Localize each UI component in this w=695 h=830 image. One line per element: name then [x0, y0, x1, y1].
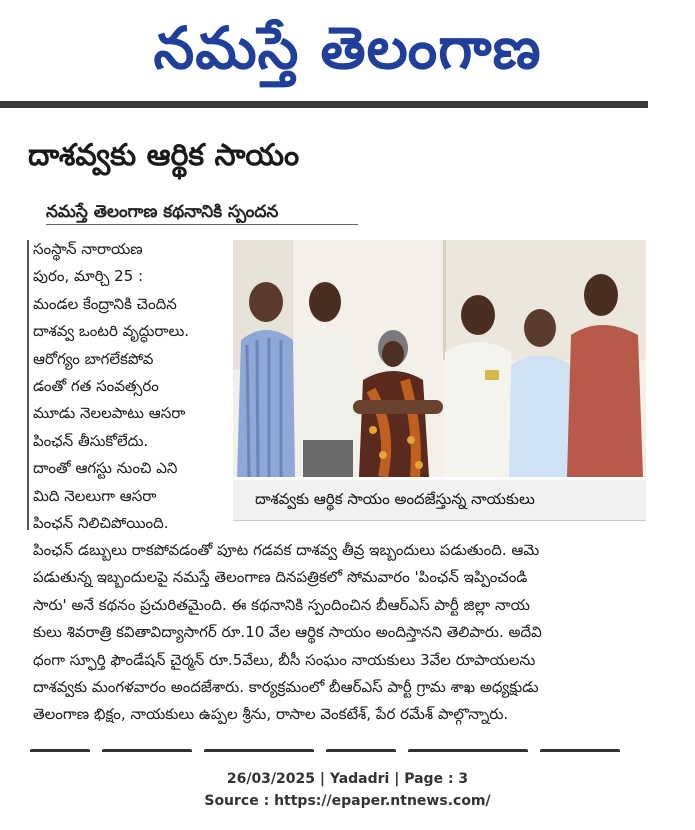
footer-source: Source : https://epaper.ntnews.com/ — [204, 793, 491, 809]
column-line: పింఛన్ తీసుకోలేదు. — [33, 431, 149, 450]
article-column-text — [33, 236, 223, 537]
page-footer — [0, 768, 695, 812]
footer-date-edition: 26/03/2025 | Yadadri | Page : 3 — [226, 771, 469, 787]
column-line: దాంతో ఆగస్టు నుంచి ఎని — [33, 459, 178, 478]
body-line: తెలంగాణ భిక్షం, నాయకులు ఉప్పల శ్రీను, రాసాల వెంకటేశ్, పేర రమేశ్ పాల్గొన్నారు. — [33, 705, 509, 724]
article-body-text — [33, 537, 645, 729]
cropped-next-headline — [30, 742, 645, 752]
article-subheadline: నమస్తే తెలంగాణ కథనానికి స్పందన — [46, 202, 279, 222]
column-line: దాశవ్వ ఒంటరి వృద్ధురాలు. — [33, 322, 190, 341]
body-line: పింఛన్ డబ్బులు రాకపోవడంతో పూట గడవక దాశవ్వ తీవ్ర ఇబ్బందులు పడుతుంది. ఆమె — [33, 541, 540, 559]
body-line: కులు శివరాత్రి కవితావిద్యాసాగర్ రూ.10 వేల ఆర్థిక సాయం అందిస్తానని తెలిపారు. అదేవి — [33, 623, 542, 642]
column-line: పింఛన్ నిలిచిపోయింది. — [33, 513, 169, 532]
column-line: మిది నెలలుగా ఆసరా — [33, 486, 157, 505]
masthead-title: నమస్తే తెలంగాణ — [153, 14, 542, 82]
body-line: సారు' అనే కథనం ప్రచురితమైంది. ఈ కథనానికి స్పందించిన బీఆర్ఎస్ పార్టీ జిల్లా నాయ — [33, 595, 530, 614]
masthead-rule — [0, 101, 648, 108]
body-line: ధంగా స్ఫూర్తి ఫౌండేషన్ చైర్మన్ రూ.5వేలు, బీసీ సంఘం నాయకులు 3వేల రూపాయలను — [33, 650, 536, 669]
article-headline: దాశవ్వకు ఆర్థిక సాయం — [28, 138, 300, 173]
people-illustration — [233, 240, 646, 477]
subheadline-underline — [46, 224, 358, 225]
column-line: పురం, మార్చి 25 : — [33, 267, 144, 286]
masthead — [0, 0, 695, 100]
column-line: మూడు నెలలపాటు ఆసరా — [33, 404, 186, 423]
column-line: డంతో గత సంవత్సరం — [33, 376, 159, 395]
article-photo — [233, 240, 646, 477]
column-line: సంస్థాన్ నారాయణ — [33, 240, 143, 258]
column-line: ఆరోగ్యం బాగలేకపోవ — [33, 349, 154, 368]
column-line: మండల కేంద్రానికి చెందిన — [33, 294, 177, 313]
body-line: దాశవ్వకు మంగళవారం అందజేశారు. కార్యక్రమంలో బీఆర్ఎస్ పార్టీ గ్రామ శాఖ అధ్యక్షుడు — [33, 677, 539, 696]
body-line: పడుతున్న ఇబ్బందులపై నమస్తే తెలంగాణ దినపత్రికలో సోమవారం 'పింఛన్ ఇప్పించండి — [33, 568, 528, 587]
photo-caption: దాశవ్వకు ఆర్థిక సాయం అందజేస్తున్న నాయకులు — [255, 490, 535, 508]
column-divider — [27, 240, 29, 530]
photo-caption-box — [233, 480, 646, 521]
